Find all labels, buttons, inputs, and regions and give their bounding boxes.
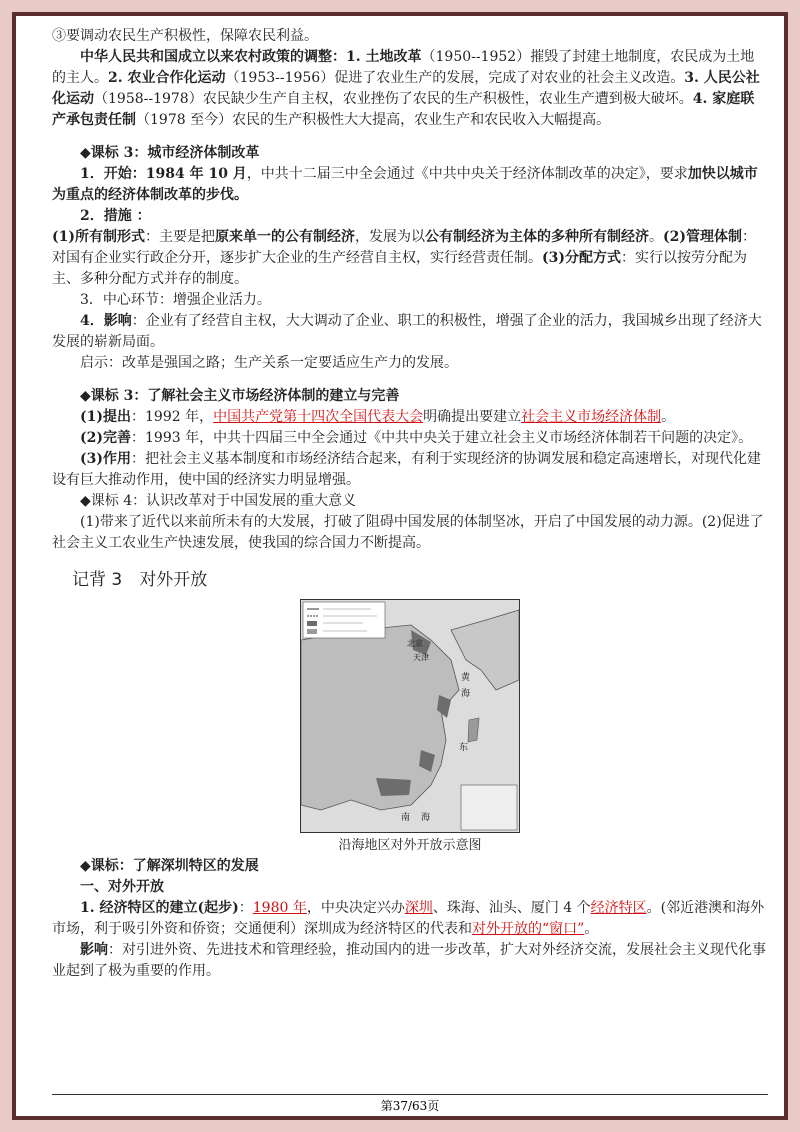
- sez-impact-text: ：对引进外资、先进技术和管理经验，推动国内的进一步改革，扩大对外经济交流，发展社会主义现代化事业起到了极为重要的作用。: [52, 942, 766, 979]
- map-label-sea-2: 东: [459, 743, 469, 753]
- market-improvement: [52, 428, 768, 449]
- section-title-shenzhen: ◆课标：了解深圳特区的发展: [80, 858, 259, 874]
- policy-item-1-label: 1. 土地改革: [346, 49, 422, 65]
- sez-impact-label: 影响: [80, 942, 108, 958]
- sez-text-c: 、珠海、汕头、厦门 4 个: [432, 900, 591, 916]
- ownership-bold-1: 原来单一的公有制经济: [215, 229, 355, 245]
- central-link: 3．中心环节：增强企业活力。: [80, 292, 271, 308]
- section-title-market-economy: ◆课标 3：了解社会主义市场经济体制的建立与完善: [80, 388, 400, 404]
- ownership-text-a: ：主要是把: [145, 229, 215, 245]
- policy-item-1-text: （1950--1952）摧毁了封建土地制度，农民成为土地的主人。: [52, 49, 755, 86]
- reform-insight: 启示：改革是强国之路；生产关系一定要适应生产力的发展。: [80, 355, 458, 371]
- ownership-bold-2: 公有制经济为主体的多种所有制经济: [425, 229, 649, 245]
- sez-highlight-year: 1980 年: [252, 900, 307, 916]
- improvement-text: ：1993 年，中共十四届三中全会通过《中共中央关于建立社会主义市场经济体制若干问题的决定》。: [131, 430, 753, 446]
- market-proposal: [52, 407, 768, 428]
- significance-text: (1)带来了近代以来前所未有的大发展，打破了阻碍中国发展的体制坚冰，开启了中国发展的动力源。(2)促进了社会主义工农业生产快速发展，使我国的综合国力不断提高。: [52, 514, 764, 551]
- policy-item-2-text: （1953--1956）促进了农业生产的发展，完成了对农业的社会主义改造。: [225, 70, 685, 86]
- document-page: [12, 12, 788, 1120]
- map-label-sea-1: 黄: [461, 673, 471, 683]
- policy-item-3-label: 3. 人民公社化运动: [52, 70, 760, 107]
- sez-impact: [52, 940, 768, 982]
- ownership-text-d: 。: [649, 229, 663, 245]
- map-label-sea-3: 海: [461, 689, 471, 699]
- start-label: 1．开始：1984 年 10 月: [80, 166, 247, 182]
- management-text: ：对国有企业实行政企分开，逐步扩大企业的生产经营自主权，实行经营责任制。: [52, 229, 756, 266]
- proposal-highlight-system: 社会主义市场经济体制: [521, 409, 662, 425]
- market-role: [52, 449, 768, 491]
- management-label: (2)管理体制: [663, 229, 742, 245]
- proposal-highlight-congress: 中国共产党第十四次全国代表大会: [213, 409, 424, 425]
- proposal-text-c: 。: [661, 409, 676, 425]
- sez-highlight-shenzhen: 深圳: [404, 900, 433, 916]
- improvement-label: (2)完善: [80, 430, 131, 446]
- distribution-text: ：实行以按劳分配为主、多种分配方式并存的制度。: [52, 250, 747, 287]
- impact-text: ：企业有了经营自主权，大大调动了企业、职工的积极性，增强了企业的活力，我国城乡出现了经济大发展的崭新局面。: [52, 313, 762, 350]
- rural-policy-paragraph: [52, 47, 768, 131]
- rural-policy-heading: 中华人民共和国成立以来农村政策的调整：: [80, 49, 346, 65]
- sez-text-d: 。(邻近港澳和海外市场，利于吸引外资和侨资；交通便利）深圳成为经济特区的代表和: [52, 900, 765, 937]
- proposal-text-b: 明确提出要建立: [423, 409, 522, 425]
- role-label: (3)作用: [80, 451, 131, 467]
- map-label-beijing: 北京: [407, 639, 423, 648]
- page-footer: [52, 1094, 768, 1114]
- measures-paragraph: [52, 227, 768, 290]
- sez-text-a: ：: [238, 900, 253, 916]
- section-title-urban-reform: ◆课标 3：城市经济体制改革: [80, 145, 260, 161]
- intro-line: ③要调动农民生产积极性，保障农民利益。: [52, 28, 318, 44]
- policy-item-4-text: （1978 至今）农民的生产积极性大大提高，农业生产和农民收入大幅提高。: [136, 112, 611, 128]
- measures-heading: 2．措施 ：: [80, 208, 151, 224]
- map-label-tianjin: 天津: [413, 653, 429, 662]
- sez-highlight-zones: 经济特区: [590, 900, 647, 916]
- section-title-reform-significance: ◆课标 4：认识改革对于中国发展的重大意义: [80, 493, 357, 509]
- impact-label: 4．影响: [80, 313, 132, 329]
- sez-text-e: 。: [584, 921, 599, 937]
- sez-highlight-window: 对外开放的“窗口”: [472, 921, 585, 937]
- sez-label: 1. 经济特区的建立(起步): [80, 900, 239, 916]
- policy-item-3-text: （1958--1978）农民缺少生产自主权，农业挫伤了农民的生产积极性，农业生产遭到极大破坏。: [94, 91, 693, 107]
- map-caption: 沿海地区对外开放示意图: [338, 838, 482, 853]
- sez-paragraph: [52, 898, 768, 940]
- page-content: [52, 26, 768, 982]
- policy-item-2-label: 2. 农业合作化运动: [108, 70, 226, 86]
- start-text-bold: 加快以城市为重点的经济体制改革的步伐。: [52, 166, 758, 203]
- section-heading-opening: 记背 3 对外开放: [72, 570, 208, 590]
- policy-item-4-label: 4. 家庭联产承包责任制: [52, 91, 755, 128]
- opening-subheading: 一、对外开放: [80, 879, 164, 895]
- map-label-sea-5: 海: [421, 813, 431, 823]
- proposal-text-a: ：1992 年，: [131, 409, 214, 425]
- ownership-text-c: ，发展为以: [355, 229, 425, 245]
- proposal-label: (1)提出: [80, 409, 131, 425]
- role-text: ：把社会主义基本制度和市场经济结合起来，有利于实现经济的协调发展和稳定高速增长，对现代化建设有巨大推动作用，使中国的经济实力明显增强。: [52, 451, 761, 488]
- urban-reform-start: [52, 164, 768, 206]
- sez-text-b: ，中央决定兴办: [306, 900, 405, 916]
- reform-impact: [52, 311, 768, 353]
- distribution-label: (3)分配方式: [542, 250, 621, 266]
- coastal-opening-map: [300, 599, 520, 833]
- ownership-label: (1)所有制形式: [52, 229, 145, 245]
- map-label-sea-4: 南: [401, 813, 411, 823]
- page-number: 第37/63页: [380, 1099, 440, 1113]
- start-text: ，中共十二届三中全会通过《中共中央关于经济体制改革的决定》，要求: [246, 166, 688, 182]
- china-coast-map-graphic: [301, 600, 519, 832]
